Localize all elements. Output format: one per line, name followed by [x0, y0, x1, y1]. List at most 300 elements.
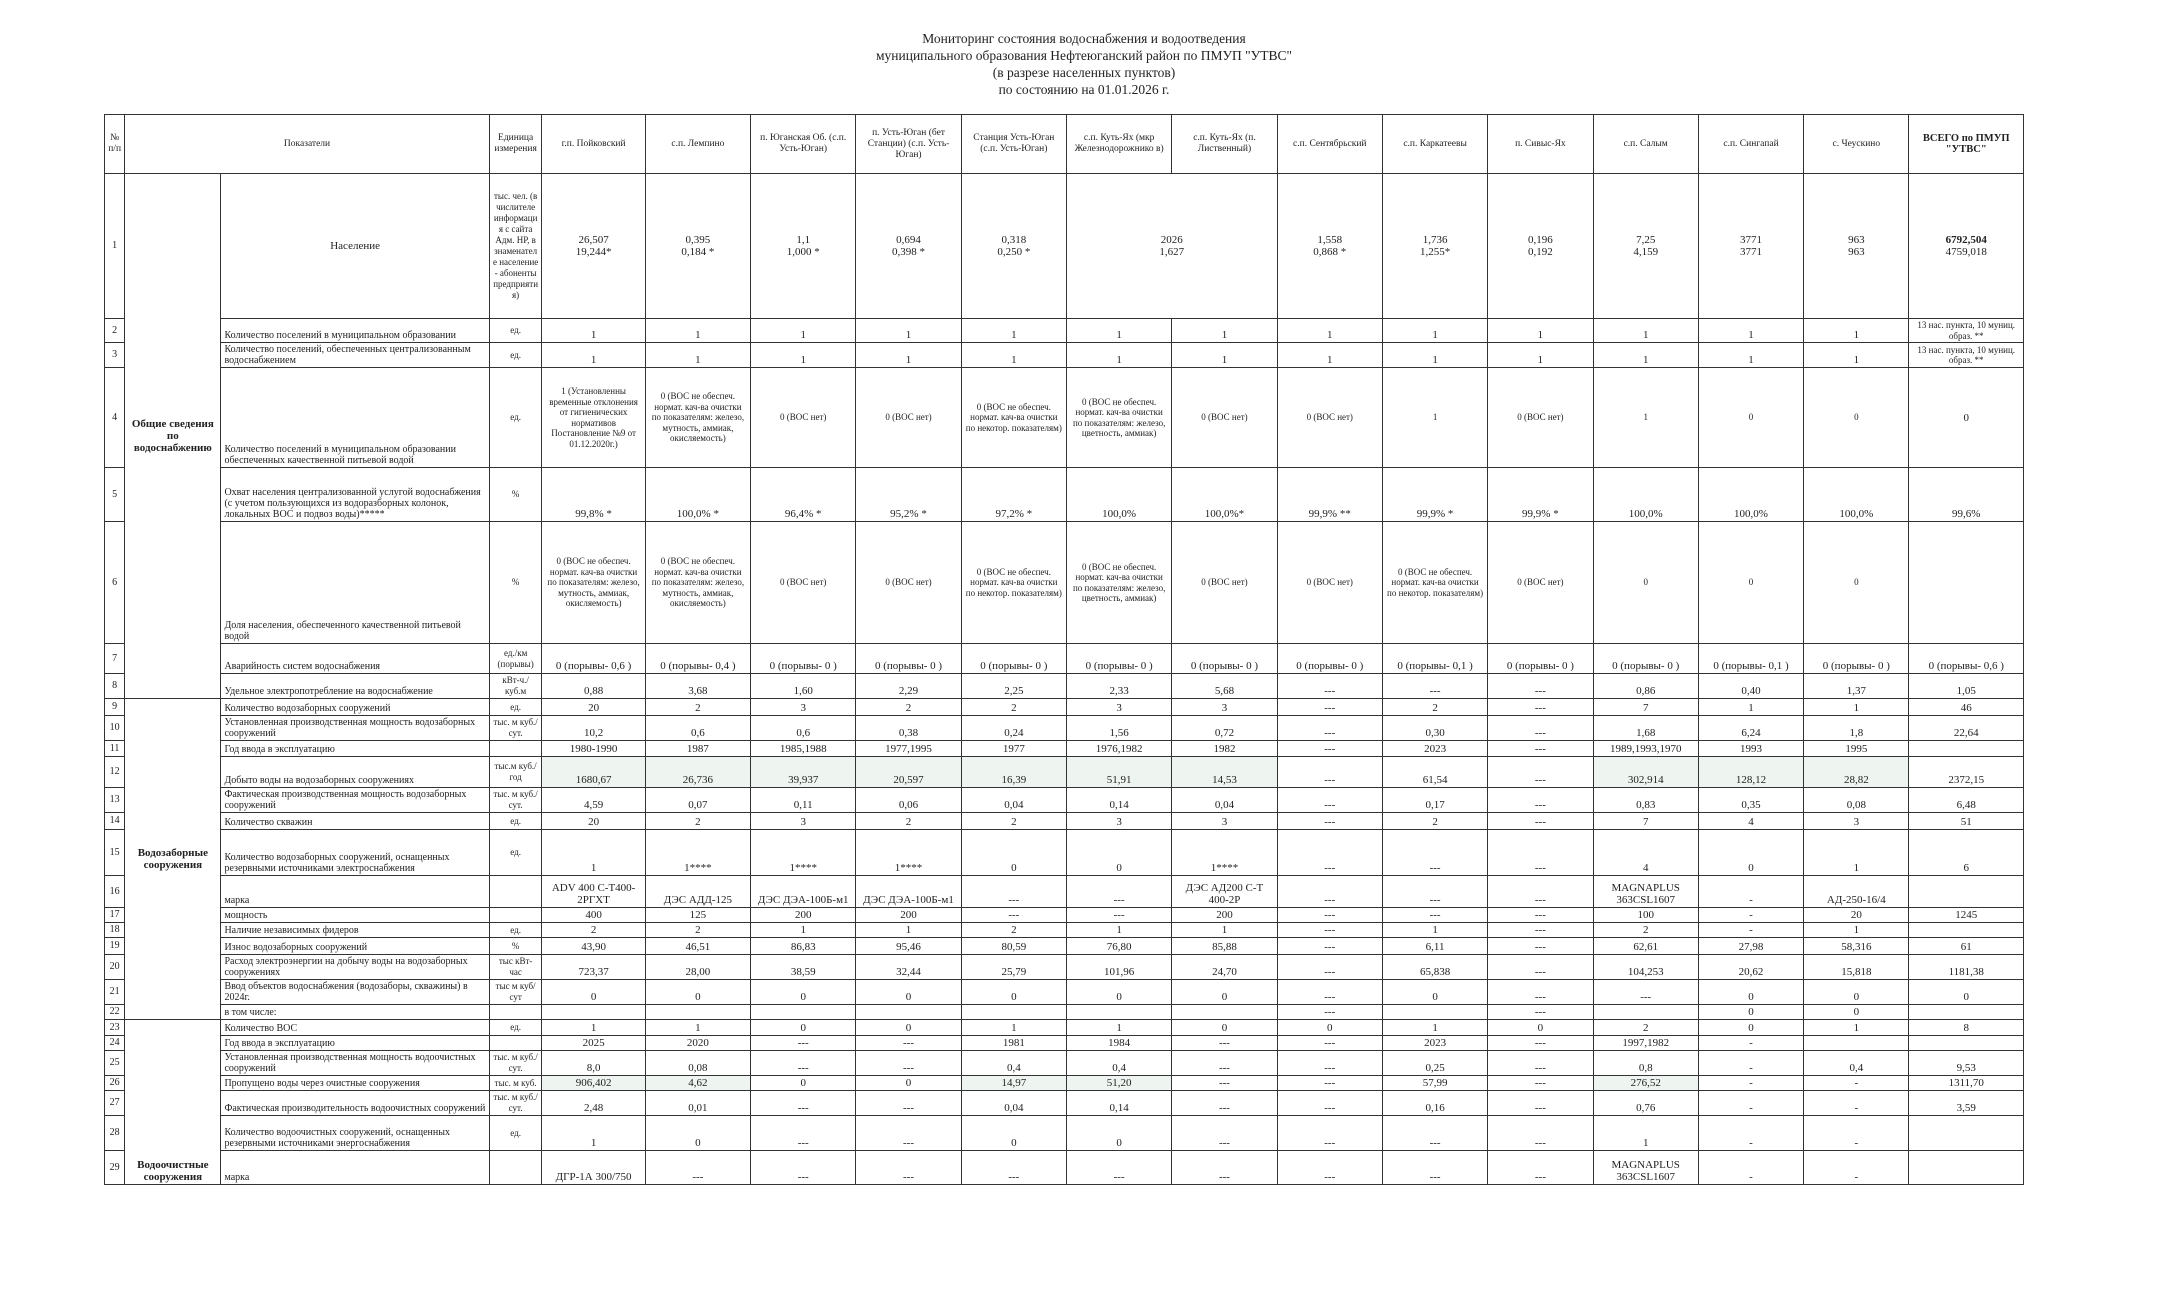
cell-total: 51 [1909, 813, 2024, 830]
table-row [105, 699, 2024, 716]
cell-col-12: - [1804, 1091, 1909, 1116]
cell-col-11: - [1698, 1051, 1803, 1076]
cell-total [1909, 923, 2024, 938]
cell-total: 46 [1909, 699, 2024, 716]
cell-col-5: 100,0% [1066, 468, 1171, 522]
cell-col-8: --- [1382, 674, 1487, 699]
cell-col-3: 32,44 [856, 955, 961, 980]
cell-total [1909, 1005, 2024, 1020]
cell-col-0: 1980-1990 [542, 741, 645, 757]
cell-col-0: 20 [542, 699, 645, 716]
cell-col-6: 3 [1172, 699, 1277, 716]
population-site: 26,507 [578, 234, 609, 246]
cell-col-8: 0 (ВОС не обеспеч. нормат. кач-ва очистки по некотор. показателям) [1382, 522, 1487, 644]
cell-col-6: --- [1172, 1116, 1277, 1151]
population-cell [645, 174, 750, 319]
population-cell [856, 174, 961, 319]
cell-col-1: 4,62 [645, 1076, 750, 1091]
cell-col-5: 1 [1066, 923, 1171, 938]
cell-total: 0 (порывы- 0,6 ) [1909, 644, 2024, 674]
cell-col-7: --- [1277, 699, 1382, 716]
cell-col-3: 95,46 [856, 938, 961, 955]
population-cell [1066, 174, 1277, 319]
cell-col-9: --- [1488, 757, 1593, 788]
cell-total [1909, 1151, 2024, 1185]
cell-col-1: 0,6 [645, 716, 750, 741]
table-row [105, 522, 2024, 644]
cell-col-12: 1 [1804, 343, 1909, 368]
cell-col-10: 1,68 [1593, 716, 1698, 741]
cell-col-1: 0,08 [645, 1051, 750, 1076]
cell-col-1: 2020 [645, 1036, 750, 1051]
cell-col-5: --- [1066, 876, 1171, 908]
cell-col-7: --- [1277, 757, 1382, 788]
cell-col-2: 3 [751, 699, 856, 716]
cell-col-0: 0 (ВОС не обеспеч. нормат. кач-ва очистки по показателям: железо, мутность, аммиак, окисляемость) [542, 522, 645, 644]
cell-total: 13 нас. пункта, 10 муниц. образ. ** [1909, 319, 2024, 343]
cell-col-0: 2025 [542, 1036, 645, 1051]
cell-col-5: 0,14 [1066, 1091, 1171, 1116]
cell-col-10: 104,253 [1593, 955, 1698, 980]
cell-col-2: 0 (ВОС нет) [751, 522, 856, 644]
cell-col-4: 16,39 [961, 757, 1066, 788]
cell-col-1: 1**** [645, 830, 750, 876]
table-row [105, 1020, 2024, 1036]
row-unit: ед. [489, 813, 542, 830]
cell-total: 8 [1909, 1020, 2024, 1036]
cell-col-11: 1 [1698, 343, 1803, 368]
cell-col-5: 3 [1066, 813, 1171, 830]
cell-col-6: 14,53 [1172, 757, 1277, 788]
cell-col-3: 1 [856, 343, 961, 368]
cell-col-12: - [1804, 1076, 1909, 1091]
cell-col-0: 1 (Установленны временные отклонения от гигиенических нормативов Постановление №9 от 01.12.2020г.) [542, 368, 645, 468]
cell-col-7: --- [1277, 741, 1382, 757]
cell-col-4: 0 (ВОС не обеспеч. нормат. кач-ва очистки по некотор. показателям) [961, 368, 1066, 468]
cell-col-8 [1382, 1005, 1487, 1020]
table-row [105, 319, 2024, 343]
title-line-1: Мониторинг состояния водоснабжения и водоотведения [922, 31, 1246, 46]
cell-col-6: 0 [1172, 1020, 1277, 1036]
cell-col-11: - [1698, 1076, 1803, 1091]
cell-col-12: 0 (порывы- 0 ) [1804, 644, 1909, 674]
cell-col-12: 1,37 [1804, 674, 1909, 699]
row-unit [489, 1036, 542, 1051]
cell-col-12: 1995 [1804, 741, 1909, 757]
cell-col-12: 100,0% [1804, 468, 1909, 522]
cell-col-7: --- [1277, 1116, 1382, 1151]
cell-col-1: 2 [645, 813, 750, 830]
cell-col-6: 1**** [1172, 830, 1277, 876]
cell-col-7: 0 (порывы- 0 ) [1277, 644, 1382, 674]
row-unit [489, 908, 542, 923]
population-site: 1,1 [796, 234, 811, 246]
row-label: Наличие независимых фидеров [221, 923, 489, 938]
cell-col-12: 1 [1804, 923, 1909, 938]
cell-col-3: 1 [856, 923, 961, 938]
cell-col-2: --- [751, 1091, 856, 1116]
cell-col-1: 46,51 [645, 938, 750, 955]
cell-col-4: 2 [961, 813, 1066, 830]
row-number: 25 [105, 1051, 125, 1076]
cell-col-10 [1593, 1005, 1698, 1020]
cell-col-8: 6,11 [1382, 938, 1487, 955]
cell-total: 1181,38 [1909, 955, 2024, 980]
cell-col-3: 0 (порывы- 0 ) [856, 644, 961, 674]
header-num: № п/п [105, 115, 125, 174]
population-subscribers: 1,000 * [786, 246, 820, 258]
population-subscribers: 0,250 * [997, 246, 1031, 258]
cell-col-5: 0 (ВОС не обеспеч. нормат. кач-ва очистки по показателям: железо, цветность, аммиак) [1066, 522, 1171, 644]
cell-col-10: 7 [1593, 813, 1698, 830]
header-total: ВСЕГО по ПМУП "УТВС" [1909, 115, 2024, 174]
cell-col-4: 0,24 [961, 716, 1066, 741]
cell-total: 2372,15 [1909, 757, 2024, 788]
cell-col-1: 0,07 [645, 788, 750, 813]
cell-col-2 [751, 1005, 856, 1020]
cell-col-8: 61,54 [1382, 757, 1487, 788]
table-row [105, 716, 2024, 741]
row-label: Фактическая производительность водоочистных сооружений [221, 1091, 489, 1116]
cell-col-7: --- [1277, 1076, 1382, 1091]
cell-col-8: --- [1382, 830, 1487, 876]
cell-col-0: 1 [542, 343, 645, 368]
row-label: в том числе: [221, 1005, 489, 1020]
row-number: 3 [105, 343, 125, 368]
row-label: Удельное электропотребление на водоснабжение [221, 674, 489, 699]
row-number: 1 [105, 174, 125, 319]
population-subscribers: 0,868 * [1313, 246, 1347, 258]
row-label: Ввод объектов водоснабжения (водозаборы, скважины) в 2024г. [221, 980, 489, 1005]
cell-col-4: 0 (порывы- 0 ) [961, 644, 1066, 674]
row-label: Год ввода в эксплуатацию [221, 1036, 489, 1051]
cell-col-12: 1 [1804, 699, 1909, 716]
row-unit: % [489, 468, 542, 522]
table-row [105, 830, 2024, 876]
table-row [105, 368, 2024, 468]
cell-col-8: 0 (порывы- 0,1 ) [1382, 644, 1487, 674]
cell-col-8: 0,30 [1382, 716, 1487, 741]
cell-col-6: 200 [1172, 908, 1277, 923]
population-subscribers: 4,159 [1633, 246, 1659, 258]
cell-col-11: 6,24 [1698, 716, 1803, 741]
cell-col-5: 0 (порывы- 0 ) [1066, 644, 1171, 674]
table-row [105, 955, 2024, 980]
cell-col-0: 10,2 [542, 716, 645, 741]
cell-col-11: - [1698, 1151, 1803, 1185]
cell-col-9: --- [1488, 1151, 1593, 1185]
cell-col-2: 86,83 [751, 938, 856, 955]
cell-col-1: 2 [645, 699, 750, 716]
row-label: Охват населения централизованной услугой водоснабжения (с учетом пользующихся из водоразборных колонок, локальных ВОС и подвоз воды)***** [221, 468, 489, 522]
cell-col-12: 0 [1804, 980, 1909, 1005]
row-label: Износ водозаборных сооружений [221, 938, 489, 955]
table-row [105, 938, 2024, 955]
cell-col-5: 0 (ВОС не обеспеч. нормат. кач-ва очистки по показателям: железо, цветность, аммиак) [1066, 368, 1171, 468]
header-col-3: п. Усть-Юган (бет Станции) (с.п. Усть-Юган) [856, 115, 961, 174]
header-col-10: с.п. Салым [1593, 115, 1698, 174]
cell-col-1: 0 [645, 1116, 750, 1151]
population-cell [1488, 174, 1593, 319]
cell-col-9: --- [1488, 813, 1593, 830]
row-number: 6 [105, 522, 125, 644]
cell-col-5: 51,20 [1066, 1076, 1171, 1091]
row-number: 4 [105, 368, 125, 468]
cell-col-5: 0,4 [1066, 1051, 1171, 1076]
table-row [105, 1005, 2024, 1020]
cell-col-0: 400 [542, 908, 645, 923]
cell-col-11: 1 [1698, 699, 1803, 716]
cell-col-4: 1 [961, 319, 1066, 343]
cell-col-3: 0 [856, 1076, 961, 1091]
header-col-6: с.п. Куть-Ях (п. Лиственный) [1172, 115, 1277, 174]
cell-col-8: 1 [1382, 923, 1487, 938]
row-label: Фактическая производственная мощность водозаборных сооружений [221, 788, 489, 813]
cell-col-10: 1 [1593, 1116, 1698, 1151]
row-number: 2 [105, 319, 125, 343]
title-line-3: (в разрезе населенных пунктов) [992, 65, 1176, 80]
table-row [105, 1091, 2024, 1116]
population-site: 1,736 [1422, 234, 1448, 246]
table-row [105, 757, 2024, 788]
population-site: 0,694 [896, 234, 921, 246]
row-label: Количество поселений в муниципальном образовании [221, 319, 489, 343]
cell-col-3: 2 [856, 813, 961, 830]
cell-col-9: --- [1488, 674, 1593, 699]
cell-col-7: --- [1277, 1151, 1382, 1185]
cell-col-3: 200 [856, 908, 961, 923]
cell-col-9: --- [1488, 830, 1593, 876]
row-number: 8 [105, 674, 125, 699]
cell-col-4: 1 [961, 343, 1066, 368]
title-line-4: по состоянию на 01.01.2026 г. [998, 82, 1170, 97]
cell-col-6 [1172, 1005, 1277, 1020]
cell-col-0: 20 [542, 813, 645, 830]
cell-col-5: 0 [1066, 980, 1171, 1005]
header-col-5: с.п. Куть-Ях (мкр Железнодорожнико в) [1066, 115, 1171, 174]
cell-col-11: 4 [1698, 813, 1803, 830]
cell-col-10: 100 [1593, 908, 1698, 923]
cell-total: 22,64 [1909, 716, 2024, 741]
cell-col-9: --- [1488, 876, 1593, 908]
cell-col-4: 2,25 [961, 674, 1066, 699]
cell-col-9: --- [1488, 1051, 1593, 1076]
cell-col-4: 2 [961, 923, 1066, 938]
cell-col-2: 0 [751, 980, 856, 1005]
monitoring-table [104, 114, 2024, 1185]
table-row [105, 1051, 2024, 1076]
cell-col-8: 1 [1382, 1020, 1487, 1036]
cell-col-6: 3 [1172, 813, 1277, 830]
population-site: 963 [1848, 234, 1865, 246]
row-number: 9 [105, 699, 125, 716]
cell-col-8: 65,838 [1382, 955, 1487, 980]
section-treatment: Водоочистные сооружения [125, 1020, 221, 1185]
cell-col-9: --- [1488, 788, 1593, 813]
cell-col-6: 0,72 [1172, 716, 1277, 741]
cell-col-3: --- [856, 1036, 961, 1051]
cell-col-1: 28,00 [645, 955, 750, 980]
population-site: 1,558 [1317, 234, 1343, 246]
cell-col-4: 0,4 [961, 1051, 1066, 1076]
cell-col-12: 0 [1804, 368, 1909, 468]
cell-col-9: 0 (порывы- 0 ) [1488, 644, 1593, 674]
cell-col-7: --- [1277, 830, 1382, 876]
cell-col-2: 0 [751, 1076, 856, 1091]
cell-col-9: --- [1488, 1116, 1593, 1151]
cell-col-2: 0 [751, 1020, 856, 1036]
cell-col-10: 0,76 [1593, 1091, 1698, 1116]
population-subscribers: 1,627 [1159, 246, 1185, 258]
row-number: 24 [105, 1036, 125, 1051]
cell-col-7: --- [1277, 1036, 1382, 1051]
cell-col-8: 57,99 [1382, 1076, 1487, 1091]
cell-col-4: --- [961, 908, 1066, 923]
cell-col-11: 1 [1698, 319, 1803, 343]
cell-col-3 [856, 1005, 961, 1020]
cell-col-3: 1977,1995 [856, 741, 961, 757]
row-label: Добыто воды на водозаборных сооружениях [221, 757, 489, 788]
cell-col-10: 2 [1593, 1020, 1698, 1036]
cell-col-1: 125 [645, 908, 750, 923]
population-subscribers: 4759,018 [1945, 246, 1987, 258]
cell-col-3: 1**** [856, 830, 961, 876]
header-col-7: с.п. Сентябрьский [1277, 115, 1382, 174]
row-label: Количество ВОС [221, 1020, 489, 1036]
cell-col-5: 1976,1982 [1066, 741, 1171, 757]
cell-col-0: 1 [542, 1020, 645, 1036]
cell-col-7: 0 (ВОС нет) [1277, 368, 1382, 468]
cell-col-8: --- [1382, 908, 1487, 923]
cell-col-5: 3 [1066, 699, 1171, 716]
cell-col-2: --- [751, 1116, 856, 1151]
table-row [105, 788, 2024, 813]
cell-col-0 [542, 1005, 645, 1020]
row-number: 12 [105, 757, 125, 788]
row-number: 11 [105, 741, 125, 757]
cell-col-6: --- [1172, 1076, 1277, 1091]
cell-col-1: 0 (порывы- 0,4 ) [645, 644, 750, 674]
row-number: 21 [105, 980, 125, 1005]
cell-col-1: 26,736 [645, 757, 750, 788]
cell-col-5: 0 [1066, 1116, 1171, 1151]
cell-col-0: 723,37 [542, 955, 645, 980]
cell-col-5: 0 [1066, 830, 1171, 876]
cell-col-2: 1985,1988 [751, 741, 856, 757]
cell-col-0: 0,88 [542, 674, 645, 699]
cell-col-9: --- [1488, 955, 1593, 980]
cell-col-2: 1**** [751, 830, 856, 876]
cell-col-6: 1982 [1172, 741, 1277, 757]
cell-col-1: 1987 [645, 741, 750, 757]
row-number: 16 [105, 876, 125, 908]
cell-col-4: --- [961, 876, 1066, 908]
row-number: 28 [105, 1116, 125, 1151]
cell-col-8: 1 [1382, 343, 1487, 368]
cell-col-9: --- [1488, 908, 1593, 923]
cell-col-8: 1 [1382, 319, 1487, 343]
cell-col-12: 15,818 [1804, 955, 1909, 980]
cell-col-3: --- [856, 1091, 961, 1116]
table-row [105, 468, 2024, 522]
row-unit: ед. [489, 830, 542, 876]
cell-col-7: --- [1277, 980, 1382, 1005]
cell-col-6: --- [1172, 1051, 1277, 1076]
cell-col-9: --- [1488, 741, 1593, 757]
cell-col-9: --- [1488, 980, 1593, 1005]
cell-col-2: 0 (порывы- 0 ) [751, 644, 856, 674]
cell-col-2: 1 [751, 319, 856, 343]
cell-col-4: --- [961, 1151, 1066, 1185]
row-unit: тыс.м куб./год [489, 757, 542, 788]
population-subscribers: 1,255* [1419, 246, 1451, 258]
row-label: Пропущено воды через очистные сооружения [221, 1076, 489, 1091]
cell-col-8: 2023 [1382, 1036, 1487, 1051]
population-cell [1909, 174, 2024, 319]
cell-col-0: 0 [542, 980, 645, 1005]
cell-col-3: --- [856, 1116, 961, 1151]
cell-col-10: 4 [1593, 830, 1698, 876]
cell-col-10: 62,61 [1593, 938, 1698, 955]
cell-col-10: 0,8 [1593, 1051, 1698, 1076]
cell-total: 61 [1909, 938, 2024, 955]
cell-col-12: - [1804, 1151, 1909, 1185]
cell-col-7: --- [1277, 1051, 1382, 1076]
row-number: 26 [105, 1076, 125, 1091]
cell-total: 0 [1909, 368, 2024, 468]
cell-col-0: 99,8% * [542, 468, 645, 522]
cell-col-4: 0 [961, 830, 1066, 876]
row-label: марка [221, 876, 489, 908]
population-subscribers: 963 [1848, 246, 1865, 258]
cell-col-4: 2 [961, 699, 1066, 716]
cell-col-10: 302,914 [1593, 757, 1698, 788]
cell-col-6: 1 [1172, 319, 1277, 343]
cell-col-7: --- [1277, 788, 1382, 813]
row-label: Доля населения, обеспеченного качественной питьевой водой [221, 522, 489, 644]
population-site: 6792,504 [1945, 234, 1987, 246]
cell-col-8: --- [1382, 1116, 1487, 1151]
cell-col-3: 0 [856, 1020, 961, 1036]
cell-col-12: 1 [1804, 1020, 1909, 1036]
cell-col-11: - [1698, 1036, 1803, 1051]
cell-col-12: 0 [1804, 1005, 1909, 1020]
cell-col-6: 5,68 [1172, 674, 1277, 699]
cell-col-7: --- [1277, 1005, 1382, 1020]
cell-col-1: 0 (ВОС не обеспеч. нормат. кач-ва очистки по показателям: железо, мутность, аммиак, окисляемость) [645, 368, 750, 468]
row-number: 14 [105, 813, 125, 830]
cell-col-10: 1 [1593, 319, 1698, 343]
cell-col-10: 0,86 [1593, 674, 1698, 699]
cell-col-3: 2 [856, 699, 961, 716]
table-row [105, 1116, 2024, 1151]
cell-col-8: 2 [1382, 813, 1487, 830]
row-label: Количество поселений в муниципальном образовании обеспеченных качественной питьевой водой [221, 368, 489, 468]
cell-col-6: 1 [1172, 343, 1277, 368]
cell-total: 1,05 [1909, 674, 2024, 699]
cell-col-2: 1 [751, 923, 856, 938]
header-col-8: с.п. Каркатеевы [1382, 115, 1487, 174]
cell-col-0: 906,402 [542, 1076, 645, 1091]
row-label: Установленная производственная мощность водозаборных сооружений [221, 716, 489, 741]
cell-total [1909, 522, 2024, 644]
row-number: 5 [105, 468, 125, 522]
row-unit: тыс м куб/сут [489, 980, 542, 1005]
cell-col-10: MAGNAPLUS 363CSL1607 [1593, 876, 1698, 908]
row-number: 10 [105, 716, 125, 741]
row-label: Количество водоочистных сооружений, оснащенных резервными источниками энергоснабжения [221, 1116, 489, 1151]
population-site: 0,318 [1001, 234, 1027, 246]
